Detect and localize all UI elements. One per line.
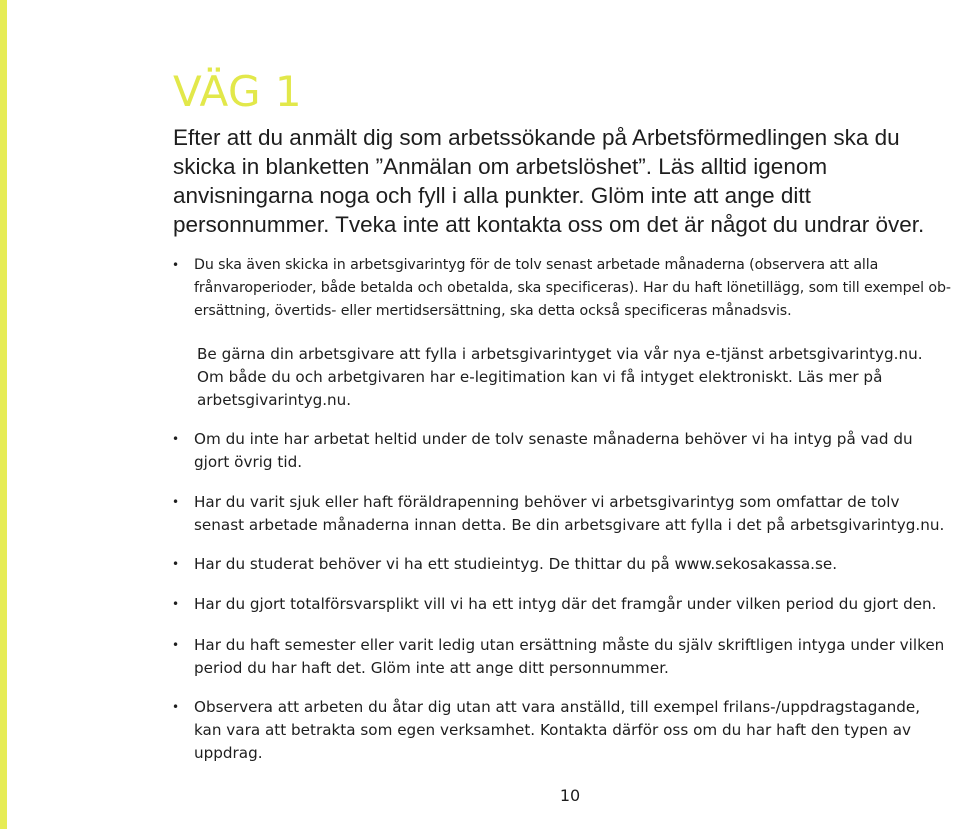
bullet-item-sick-or-parental bbox=[172, 491, 952, 537]
bullet-item-military-service bbox=[172, 593, 952, 616]
bullet-icon: • bbox=[172, 638, 180, 652]
bullet-text: Har du gjort totalförsvarsplikt vill vi ha ett intyg där det framgår under vilken period du gjort den. bbox=[194, 595, 937, 613]
bullet-icon: • bbox=[172, 258, 180, 272]
bullet-text: Observera att arbeten du åtar dig utan att vara anställd, till exempel frilans-/uppdragstagande, kan vara att betrakta som egen verksamhet. Kontakta därför oss om du har haft den typen av uppdrag. bbox=[194, 698, 921, 762]
page-title: VÄG 1 bbox=[173, 67, 303, 116]
bullet-text: Du ska även skicka in arbetsgivarintyg för de tolv senast arbetade månaderna (observera att alla frånvaroperioder, både betalda och obetalda, ska specificeras). Har du haft lönetillägg, som till exempel ob-ersättning, övertids- eller mertidsersättning, ska detta också specificeras månadsvis. bbox=[194, 257, 951, 319]
intro-paragraph: Efter att du anmält dig som arbetssökande på Arbetsförmedlingen ska du skicka in blanketten ”Anmälan om arbetslöshet”. Läs alltid igenom anvisningarna noga och fyll i alla punkter. Glöm inte att ange ditt personnummer. Tveka inte att kontakta oss om det är något du undrar över. bbox=[173, 125, 925, 237]
bullet-icon: • bbox=[172, 557, 180, 571]
bullet-item-not-full-time bbox=[172, 428, 952, 474]
bullet-text: Har du haft semester eller varit ledig utan ersättning måste du själv skriftligen intyga under vilken period du har haft det. Glöm inte att ange ditt personnummer. bbox=[194, 636, 945, 677]
bullet-icon: • bbox=[172, 432, 180, 446]
bullet-text: Har du varit sjuk eller haft föräldrapenning behöver vi arbetsgivarintyg som omfattar de tolv senast arbetade månaderna innan detta. Be din arbetsgivare att fylla i det på arbetsgivarintyg.nu. bbox=[194, 493, 945, 534]
bullet-icon: • bbox=[172, 495, 180, 509]
bullet-icon: • bbox=[172, 700, 180, 714]
bullet-item-employer-certificate bbox=[172, 254, 952, 323]
bullet-item-vacation-leave bbox=[172, 634, 952, 680]
bullet-text: Har du studerat behöver vi ha ett studieintyg. De thittar du på www.sekosakassa.se. bbox=[194, 555, 838, 573]
bullet-text: Om du inte har arbetat heltid under de tolv senaste månaderna behöver vi ha intyg på vad du gjort övrig tid. bbox=[194, 430, 913, 471]
page-number: 10 bbox=[559, 786, 581, 805]
bullet-icon: • bbox=[172, 597, 180, 611]
bullet-item-freelance bbox=[172, 696, 952, 765]
bullet-item-studies bbox=[172, 553, 952, 576]
employer-certificate-note: Be gärna din arbetsgivare att fylla i arbetsgivarintyget via vår nya e-tjänst arbetsgivarintyg.nu. Om både du och arbetgivaren har e-legitimation kan vi få intyget elektroniskt. Läs mer på arbetsgivarintyg.nu. bbox=[197, 345, 923, 409]
